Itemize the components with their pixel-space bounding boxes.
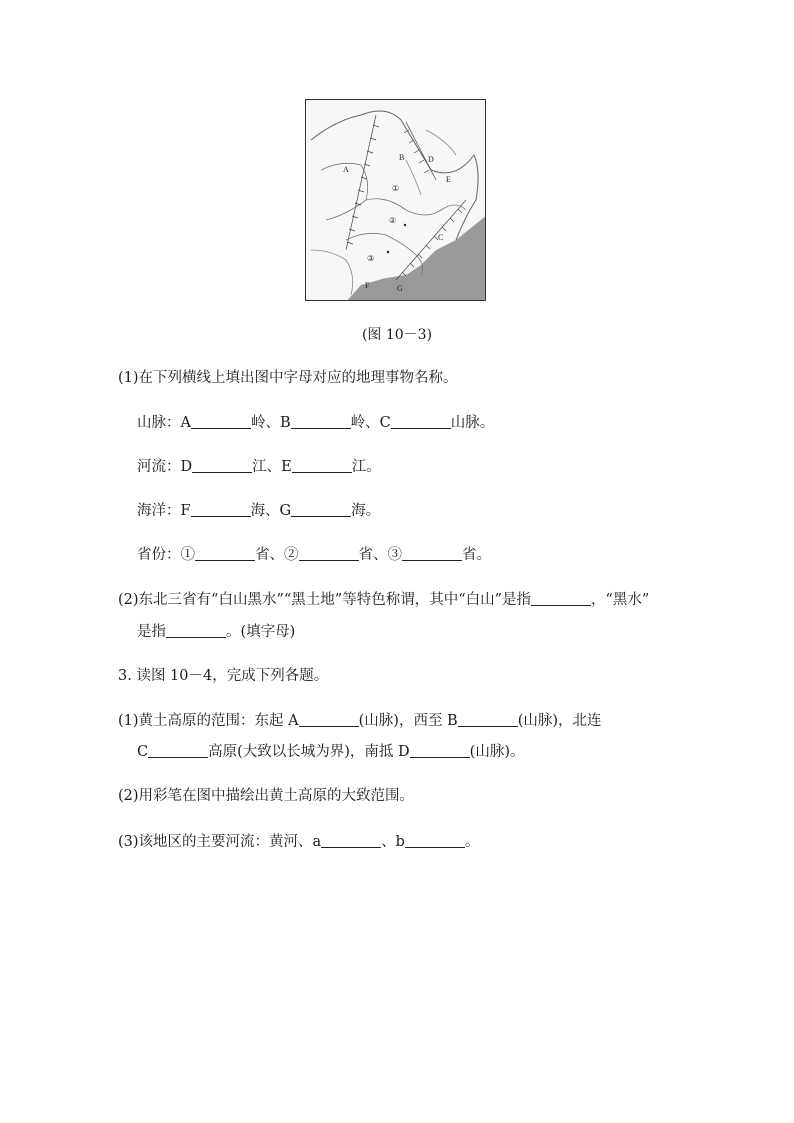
blank-b[interactable]	[291, 414, 351, 429]
q3-p1-line1	[118, 711, 602, 731]
blank-river-b[interactable]	[405, 833, 465, 848]
figure-caption: (图 10－3)	[361, 327, 433, 343]
q1-seas-line	[137, 501, 380, 521]
blank-f[interactable]	[191, 502, 251, 517]
q3-p1-line2-a: C	[137, 744, 149, 760]
q1-provinces-p1-suffix: 省、②	[255, 547, 299, 563]
river-line	[406, 160, 421, 195]
label-province-3: ③	[367, 254, 375, 263]
q1-mountains-prefix: 山脉：A	[137, 415, 191, 431]
q1-rivers-line	[137, 457, 381, 477]
q1-rivers-e-suffix: 江。	[351, 459, 381, 475]
label-d: D	[428, 155, 434, 164]
q3-title: 3. 读图 10－4，完成下列各题。	[118, 668, 329, 684]
q1-seas-g-suffix: 海。	[351, 503, 381, 519]
blank-p1[interactable]	[195, 546, 255, 561]
q1-provinces-line	[137, 545, 491, 565]
blank-c[interactable]	[391, 414, 451, 429]
q1-seas-f-suffix: 海、G	[250, 503, 292, 519]
q3-p1-line1-c: (山脉)，北连	[517, 713, 602, 729]
q2-line1-text: (2)东北三省有“白山黑水”“黑土地”等特色称谓，其中“白山”是指	[118, 592, 532, 608]
river-line	[426, 130, 456, 155]
blank-black-water[interactable]	[166, 623, 226, 638]
mountain-range-a	[346, 115, 379, 250]
province-border	[366, 199, 466, 215]
blank-white-mountain[interactable]	[531, 591, 591, 606]
q3-p3-c: 。	[464, 834, 480, 850]
city-dot	[387, 251, 389, 253]
q3-p2: (2)用彩笔在图中描绘出黄土高原的大致范围。	[118, 788, 415, 804]
blank-d[interactable]	[192, 458, 252, 473]
q3-p3-a: (3)该地区的主要河流：黄河、a	[118, 834, 322, 850]
q3-p1-line2-b: 高原(大致以长城为界)，南抵 D	[208, 744, 410, 760]
q1-provinces-p3-suffix: 省。	[462, 547, 491, 563]
blank-river-a[interactable]	[321, 833, 381, 848]
label-a: A	[343, 165, 349, 174]
q3-p3	[118, 832, 479, 852]
map-drawing	[306, 100, 486, 301]
q3-p1-line1-b: (山脉)，西至 B	[358, 713, 458, 729]
q1-mountains-b-suffix: 岭、C	[350, 415, 391, 431]
label-f: F	[365, 281, 370, 290]
northeast-china-map	[305, 99, 486, 301]
blank-3c[interactable]	[148, 743, 208, 758]
q2-line1-tail: ，“黑水”	[591, 592, 650, 608]
q2-line2-text: 是指	[137, 624, 166, 640]
q1-mountains-a-suffix: 岭、B	[250, 415, 291, 431]
q1-mountains-line	[137, 413, 494, 433]
label-g: G	[397, 284, 403, 293]
blank-3d[interactable]	[410, 743, 470, 758]
blank-3a[interactable]	[299, 712, 359, 727]
q3-p1-line2	[137, 742, 525, 762]
blank-p2[interactable]	[299, 546, 359, 561]
q3-p1-line1-a: (1)黄土高原的范围：东起 A	[118, 713, 299, 729]
blank-g[interactable]	[291, 502, 351, 517]
q1-seas-prefix: 海洋：F	[137, 503, 191, 519]
border-line	[311, 250, 353, 295]
q3-p1-line2-c: (山脉)。	[469, 744, 525, 760]
blank-a[interactable]	[191, 414, 251, 429]
label-e: E	[446, 175, 451, 184]
label-c: C	[438, 233, 444, 242]
blank-e[interactable]	[292, 458, 352, 473]
label-b: B	[399, 153, 405, 162]
province-border	[346, 233, 423, 275]
blank-3b[interactable]	[458, 712, 518, 727]
q1-mountains-c-suffix: 山脉。	[450, 415, 495, 431]
q1-provinces-prefix: 省份：①	[137, 547, 195, 563]
q2-line2	[137, 622, 295, 642]
blank-p3[interactable]	[402, 546, 462, 561]
q1-rivers-d-suffix: 江、E	[252, 459, 292, 475]
q2-line2-tail: 。(填字母)	[226, 624, 296, 640]
q3-p3-b: 、b	[381, 834, 405, 850]
q1-intro: (1)在下列横线上填出图中字母对应的地理事物名称。	[118, 370, 458, 386]
q1-provinces-p2-suffix: 省、③	[358, 547, 402, 563]
q1-rivers-prefix: 河流：D	[137, 459, 193, 475]
label-province-1: ①	[392, 184, 400, 193]
city-dot	[404, 224, 406, 226]
label-province-2: ②	[389, 216, 397, 225]
q2-line1	[118, 590, 649, 610]
